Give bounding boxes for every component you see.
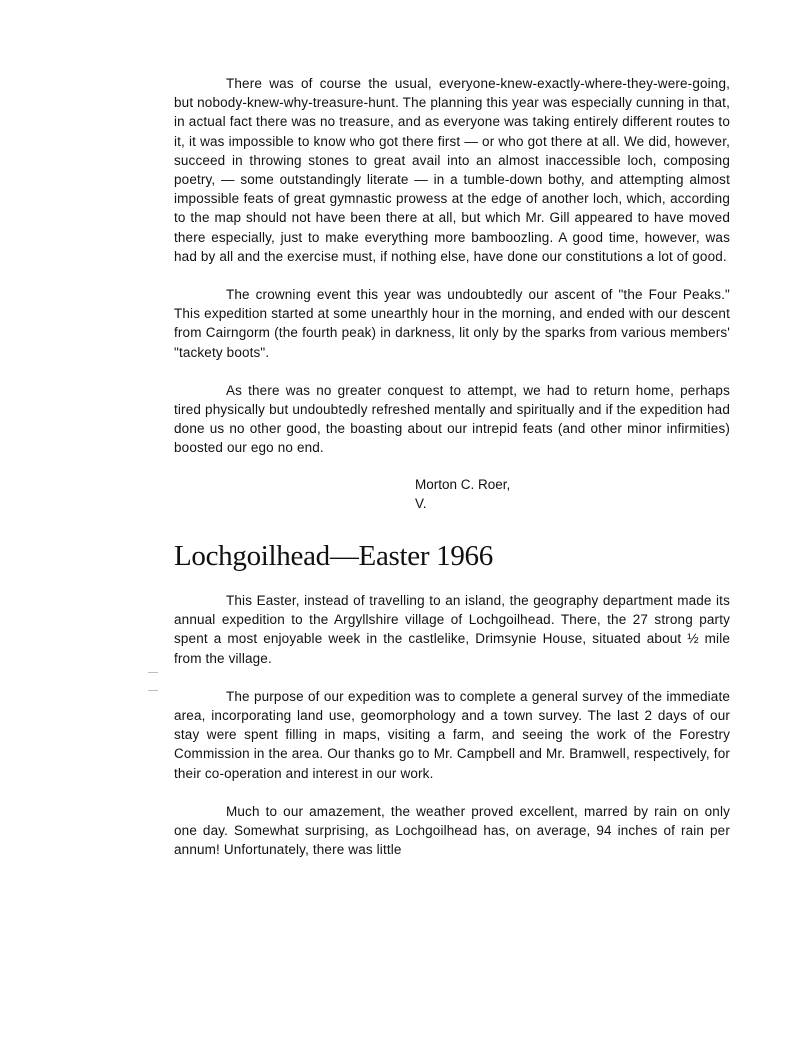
text-column [174, 74, 730, 860]
author-form: V. [415, 495, 427, 511]
author-name: Morton C. Roer, [415, 476, 511, 492]
paragraph: As there was no greater conquest to attempt, we had to return home, perhaps tired physically but undoubtedly refreshed mentally and spiritually and if the expedition had done us no other good, the boasting about our intrepid feats (and other minor infirmities) boosted our ego no end. [174, 382, 730, 456]
article-four-peaks [174, 74, 730, 513]
paragraph: There was of course the usual, everyone-knew-exactly-where-they-were-going, but nobody-knew-why-treasure-hunt. The planning this year was especially cunning in that, in actual fact there was no treasure, and as everyone was taking entirely different routes to it, it was impossible to know who got there first — or who got there at all. We did, however, succeed in throwing stones to great avail into an almost inaccessible loch, composing poetry, — some outstandingly literate — in a tumble-down bothy, and attempting almost impossible feats of great gymnastic prowess at the edge of another loch, which, according to the map should not have been there at all, but which Mr. Gill appeared to have moved there especially, just to make everything more bamboozling. A good time, however, was had by all and the exercise must, if nothing else, have done our constitutions a lot of good. [174, 76, 730, 264]
margin-mark [148, 690, 158, 691]
paragraph: The crowning event this year was undoubtedly our ascent of "the Four Peaks." This expedition started at some unearthly hour in the morning, and ended with our descent from Cairngorm (the fourth peak) in darkness, lit only by the sparks from various members' "tackety boots". [174, 287, 730, 360]
margin-mark [148, 672, 158, 673]
article-lochgoilhead [174, 539, 730, 859]
paragraph: The purpose of our expedition was to complete a general survey of the immediate area, incorporating land use, geomorphology and a town survey. The last 2 days of our stay were spent filling in maps, visiting a farm, and seeing the work of the Forestry Commission in the area. Our thanks go to Mr. Campbell and Mr. Bramwell, respectively, for their co-operation and interest in our work. [174, 688, 730, 781]
paragraph: This Easter, instead of travelling to an island, the geography department made its annual expedition to the Argyllshire village of Lochgoilhead. There, the 27 strong party spent a most enjoyable week in the castlelike, Drimsynie House, situated about ½ mile from the village. [174, 593, 730, 666]
paragraph: Much to our amazement, the weather proved excellent, marred by rain on only one day. Somewhat surprising, as Lochgoilhead has, on average, 94 inches of rain per annum! Unfortunately, there was little [174, 803, 730, 858]
author-signature [415, 475, 730, 513]
article-title: Lochgoilhead—Easter 1966 [174, 540, 493, 573]
